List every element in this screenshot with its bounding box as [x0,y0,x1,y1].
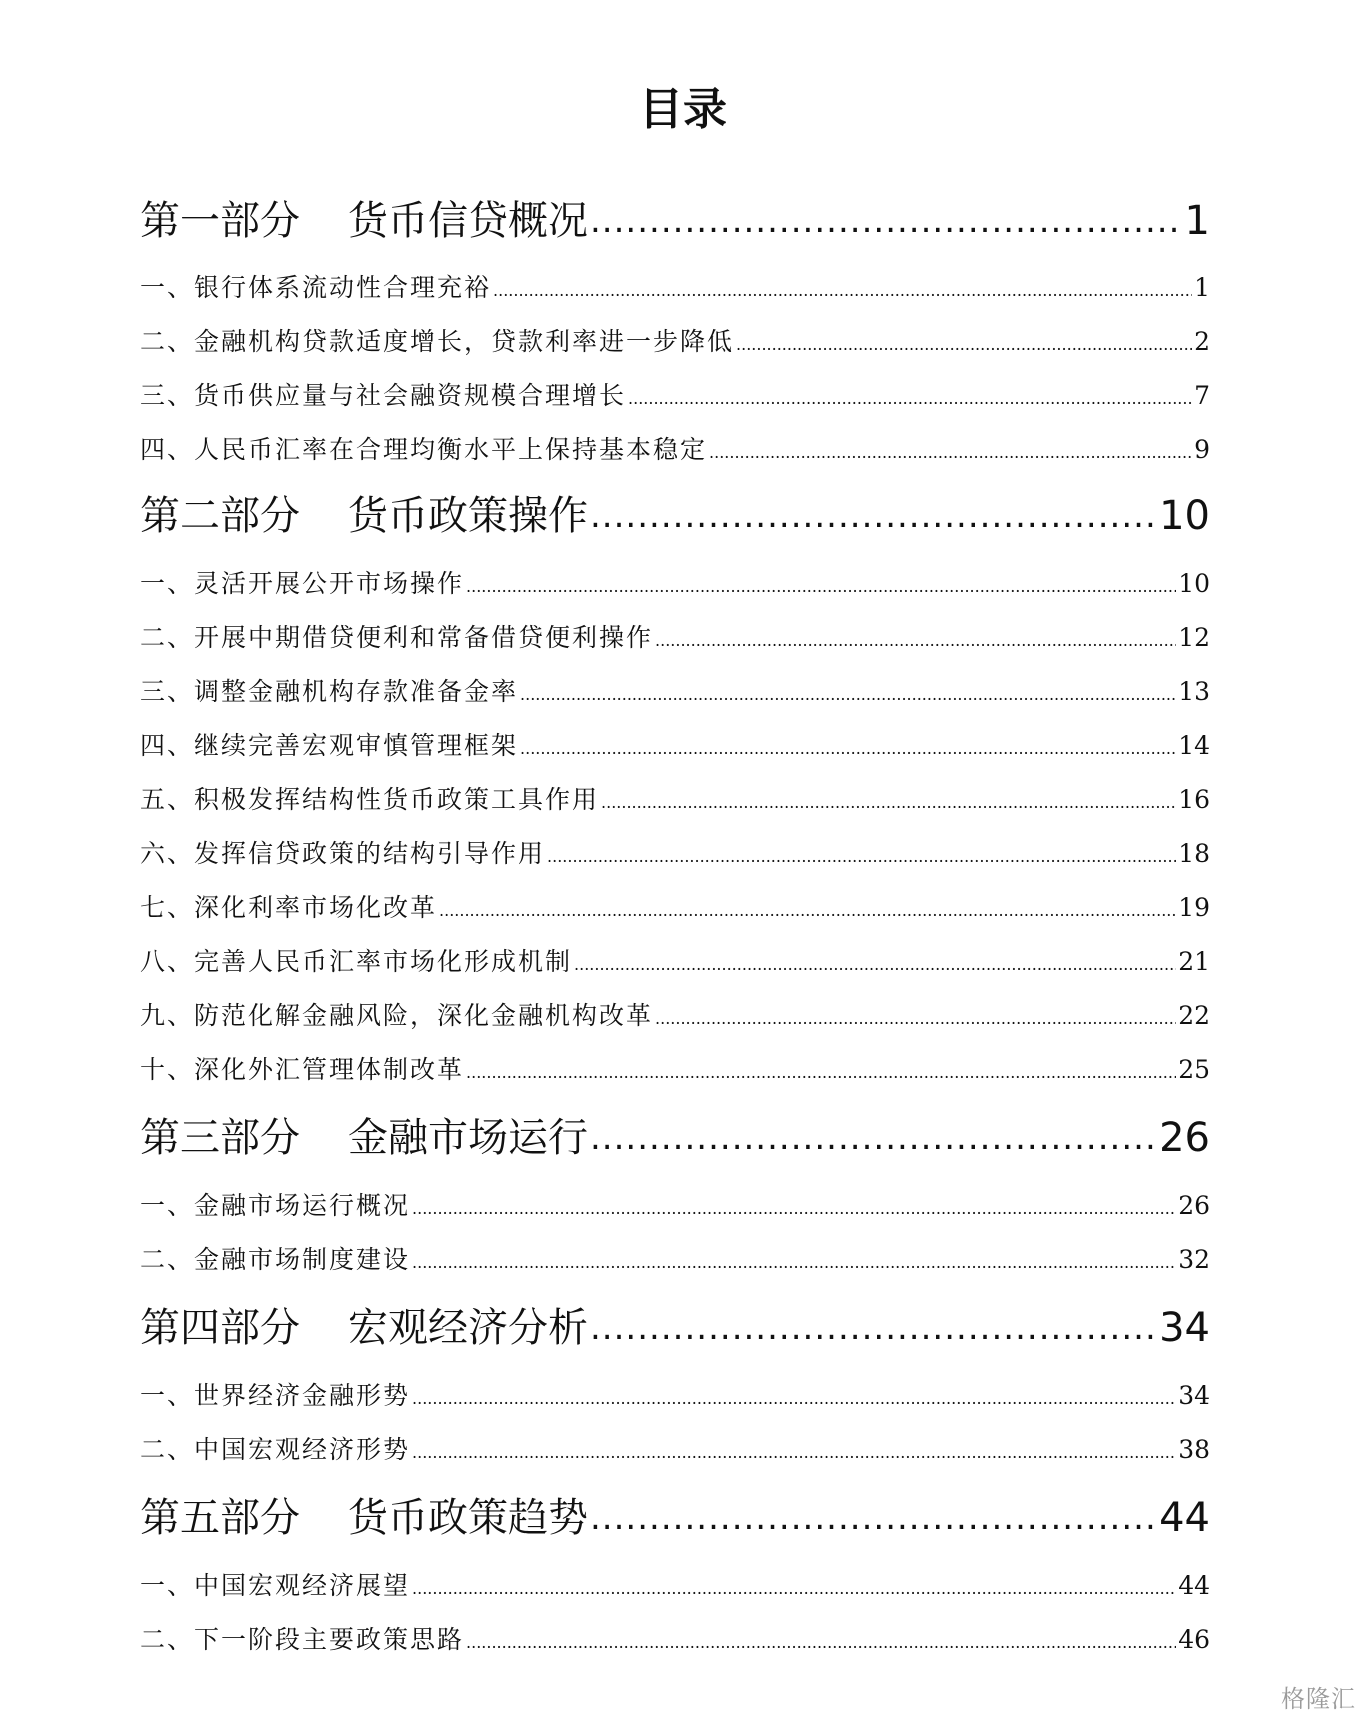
section-title: 四、人民币汇率在合理均衡水平上保持基本稳定 [140,435,708,464]
toc-section-entry[interactable] [140,270,1210,306]
toc-part-entry[interactable] [140,193,1210,249]
page-number: 2 [1194,327,1210,356]
page-number: 1 [1194,273,1210,302]
dot-leader [466,1628,1176,1658]
toc-section-entry[interactable] [140,1622,1210,1658]
dot-leader [736,330,1192,360]
toc-part-entry[interactable] [140,1490,1210,1546]
dot-leader [547,842,1176,872]
part-title: 金融市场运行 [348,1115,588,1161]
page-number: 44 [1159,1495,1210,1541]
part-number: 第五部分 [140,1495,300,1541]
dot-leader [493,276,1192,306]
dot-leader [590,1300,1157,1356]
section-title: 十、深化外汇管理体制改革 [140,1055,465,1084]
dot-leader [601,788,1176,818]
toc-section-entry[interactable] [140,1242,1210,1278]
part-number: 第四部分 [140,1305,300,1351]
dot-leader [628,384,1192,414]
toc-section-entry[interactable] [140,1568,1210,1604]
toc-part-entry[interactable] [140,1300,1210,1356]
page-number: 22 [1178,1001,1210,1030]
dot-leader [520,734,1176,764]
dot-leader [709,438,1192,468]
toc-section-entry[interactable] [140,1432,1210,1468]
toc-section-entry[interactable] [140,1378,1210,1414]
page-number: 19 [1178,893,1210,922]
toc-section-entry[interactable] [140,890,1210,926]
dot-leader [590,488,1157,544]
part-title: 货币政策趋势 [348,1495,588,1541]
dot-leader [520,680,1176,710]
page-number: 1 [1184,198,1210,244]
section-title: 一、灵活开展公开市场操作 [140,569,465,598]
part-title: 货币政策操作 [348,493,588,539]
page-number: 26 [1178,1191,1210,1220]
dot-leader [412,1248,1176,1278]
section-title: 二、开展中期借贷便利和常备借贷便利操作 [140,623,654,652]
dot-leader [574,950,1176,980]
page-number: 10 [1178,569,1210,598]
toc-section-entry[interactable] [140,998,1210,1034]
toc-title: 目录 [639,84,727,135]
dot-leader [466,572,1176,602]
section-title: 一、银行体系流动性合理充裕 [140,273,492,302]
dot-leader [590,1490,1157,1546]
toc-section-entry[interactable] [140,728,1210,764]
dot-leader [655,1004,1176,1034]
toc-section-entry[interactable] [140,620,1210,656]
page-number: 18 [1178,839,1210,868]
page-number: 34 [1159,1305,1210,1351]
part-number: 第二部分 [140,493,300,539]
section-title: 三、调整金融机构存款准备金率 [140,677,519,706]
page-number: 16 [1178,785,1210,814]
section-title: 八、完善人民币汇率市场化形成机制 [140,947,573,976]
dot-leader [412,1574,1176,1604]
section-title: 三、货币供应量与社会融资规模合理增长 [140,381,627,410]
dot-leader [412,1194,1176,1224]
toc-section-entry[interactable] [140,944,1210,980]
page-number: 25 [1178,1055,1210,1084]
page-number: 46 [1178,1625,1210,1654]
watermark: 格隆汇 [1281,1685,1356,1713]
page-number: 7 [1194,381,1210,410]
toc-section-entry[interactable] [140,1052,1210,1088]
toc-part-entry[interactable] [140,488,1210,544]
toc-section-entry[interactable] [140,566,1210,602]
section-title: 二、中国宏观经济形势 [140,1435,411,1464]
page-number: 12 [1178,623,1210,652]
page-number: 44 [1178,1571,1210,1600]
page-number: 13 [1178,677,1210,706]
toc-section-entry[interactable] [140,782,1210,818]
page-number: 10 [1159,493,1210,539]
toc-section-entry[interactable] [140,378,1210,414]
toc-section-entry[interactable] [140,1188,1210,1224]
section-title: 二、下一阶段主要政策思路 [140,1625,465,1654]
section-title: 一、中国宏观经济展望 [140,1571,411,1600]
section-title: 一、世界经济金融形势 [140,1381,411,1410]
toc-part-entry[interactable] [140,1110,1210,1166]
dot-leader [412,1438,1176,1468]
section-title: 四、继续完善宏观审慎管理框架 [140,731,519,760]
part-title: 宏观经济分析 [348,1305,588,1351]
page-number: 21 [1178,947,1210,976]
page-number: 14 [1178,731,1210,760]
dot-leader [439,896,1176,926]
page-number: 9 [1194,435,1210,464]
page-number: 38 [1178,1435,1210,1464]
section-title: 二、金融市场制度建设 [140,1245,411,1274]
part-number: 第三部分 [140,1115,300,1161]
section-title: 六、发挥信贷政策的结构引导作用 [140,839,546,868]
section-title: 七、深化利率市场化改革 [140,893,438,922]
section-title: 五、积极发挥结构性货币政策工具作用 [140,785,600,814]
section-title: 一、金融市场运行概况 [140,1191,411,1220]
page-number: 32 [1178,1245,1210,1274]
page-number: 34 [1178,1381,1210,1410]
toc-section-entry[interactable] [140,324,1210,360]
part-number: 第一部分 [140,198,300,244]
dot-leader [590,1110,1157,1166]
toc-section-entry[interactable] [140,836,1210,872]
toc-section-entry[interactable] [140,432,1210,468]
part-title: 货币信贷概况 [348,198,588,244]
dot-leader [655,626,1176,656]
page-number: 26 [1159,1115,1210,1161]
section-title: 二、金融机构贷款适度增长，贷款利率进一步降低 [140,327,735,356]
dot-leader [412,1384,1176,1414]
section-title: 九、防范化解金融风险，深化金融机构改革 [140,1001,654,1030]
dot-leader [590,193,1183,249]
toc-section-entry[interactable] [140,674,1210,710]
dot-leader [466,1058,1176,1088]
